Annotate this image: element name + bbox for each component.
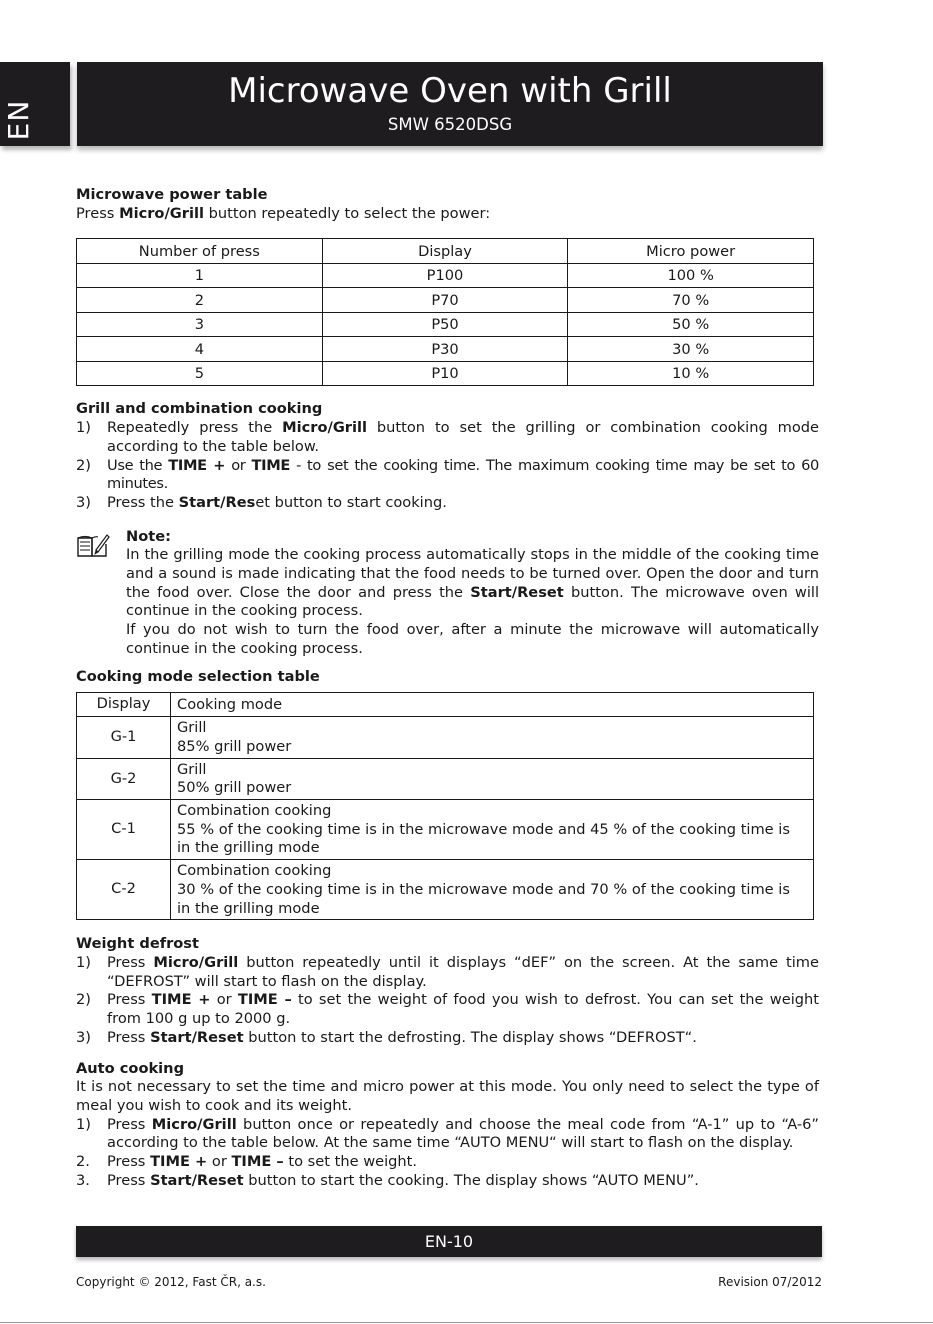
table-cell: 70 % — [568, 288, 814, 313]
list-item: 2) Use the TIME + or TIME - to set the cooking time. The maximum cooking time may be set to 60 minutes. — [76, 456, 819, 493]
table-cell: G-1 — [77, 717, 171, 758]
table-row — [77, 860, 814, 920]
table-header-row — [77, 239, 814, 264]
table-cell: 1 — [77, 263, 323, 288]
list-item: 3) Press the Start/Reset button to start cooking. — [76, 493, 447, 511]
mode-table-heading: Cooking mode selection table — [76, 667, 320, 685]
table-row — [77, 758, 814, 799]
table-row — [77, 312, 814, 337]
table-row — [77, 361, 814, 386]
table-cell: P100 — [322, 263, 568, 288]
list-item: 3. Press Start/Reset button to start the cooking. The display shows “AUTO MENU”. — [76, 1171, 699, 1189]
page-edge-line — [0, 1322, 933, 1323]
auto-intro: It is not necessary to set the time and micro power at this mode. You only need to select the type of meal you wish to cook and its weight. — [76, 1078, 819, 1114]
list-item: 2) Press TIME + or TIME – to set the weight of food you wish to defrost. You can set the weight from 100 g up to 2000 g. — [76, 991, 819, 1028]
book-pencil-icon — [76, 532, 110, 558]
table-cell: Combination cooking 55 % of the cooking time is in the microwave mode and 45 % of the cooking time is in the grilling mode — [171, 800, 814, 860]
note-title: Note: — [126, 527, 171, 545]
table-header-row — [77, 693, 814, 717]
column-header: Number of press — [77, 239, 323, 264]
table-cell: P10 — [322, 361, 568, 386]
list-item: 1) Repeatedly press the Micro/Grill button to set the grilling or combination cooking mode according to the table below. — [76, 419, 819, 455]
auto-heading: Auto cooking — [76, 1059, 185, 1077]
column-header: Micro power — [568, 239, 814, 264]
table-cell: 10 % — [568, 361, 814, 386]
column-header: Display — [77, 693, 171, 717]
model-number: SMW 6520DSG — [387, 115, 513, 134]
manual-content — [76, 186, 819, 1190]
note-text: If you do not wish to turn the food over, after a minute the microwave will automatically continue in the cooking process. — [126, 621, 819, 657]
list-item: 1) Press Micro/Grill button once or repeatedly and choose the meal code from “A-1” up to “A-6” according to the table below. At the same time “AUTO MENU“ will start to flash on the display. — [76, 1115, 819, 1152]
column-header: Cooking mode — [171, 693, 814, 717]
table-row — [77, 800, 814, 860]
table-row — [77, 337, 814, 362]
copyright: Copyright © 2012, Fast ČR, a.s. — [76, 1275, 266, 1289]
power-table-intro: Press Micro/Grill button repeatedly to select the power: — [76, 204, 491, 222]
defrost-heading: Weight defrost — [76, 935, 199, 953]
table-cell: P30 — [322, 337, 568, 362]
table-cell: C-1 — [77, 800, 171, 860]
table-cell: 2 — [77, 288, 323, 313]
table-row — [77, 263, 814, 288]
table-row — [77, 717, 814, 758]
power-table — [76, 238, 814, 386]
table-cell: G-2 — [77, 758, 171, 799]
language-label: EN — [2, 99, 35, 141]
table-cell: 30 % — [568, 337, 814, 362]
table-cell: P70 — [322, 288, 568, 313]
table-cell: 5 — [77, 361, 323, 386]
title-banner — [77, 62, 823, 146]
grill-heading: Grill and combination cooking — [76, 400, 323, 418]
page-title: Microwave Oven with Grill — [228, 71, 672, 111]
table-cell: 100 % — [568, 263, 814, 288]
power-table-heading: Microwave power table — [76, 186, 268, 203]
mode-table — [76, 692, 814, 920]
table-cell: 50 % — [568, 312, 814, 337]
column-header: Display — [322, 239, 568, 264]
list-item: 2. Press TIME + or TIME – to set the weight. — [76, 1153, 418, 1171]
table-cell: Grill 85% grill power — [171, 717, 814, 758]
page-number: EN-10 — [424, 1232, 474, 1251]
note-box — [76, 528, 819, 659]
list-item: 3) Press Start/Reset button to start the defrosting. The display shows “DEFROST“. — [76, 1028, 697, 1046]
language-tab — [0, 62, 70, 146]
table-row — [77, 288, 814, 313]
table-cell: 3 — [77, 312, 323, 337]
table-cell: C-2 — [77, 860, 171, 920]
table-cell: 4 — [77, 337, 323, 362]
table-cell: Grill 50% grill power — [171, 758, 814, 799]
note-text: In the grilling mode the cooking process automatically stops in the middle of the cooking time and a sound is made indicating that the food needs to be turned over. Open the door and turn the food over. Close the door and press the Start/Reset button. The microwave oven will continue in the cooking process. — [126, 546, 819, 620]
revision: Revision 07/2012 — [718, 1275, 822, 1289]
page-number-banner — [76, 1226, 822, 1257]
table-cell: Combination cooking 30 % of the cooking time is in the microwave mode and 70 % of the cooking time is in the grilling mode — [171, 860, 814, 920]
table-cell: P50 — [322, 312, 568, 337]
list-item: 1) Press Micro/Grill button repeatedly until it displays “dEF” on the screen. At the same time “DEFROST” will start to flash on the display. — [76, 953, 819, 990]
